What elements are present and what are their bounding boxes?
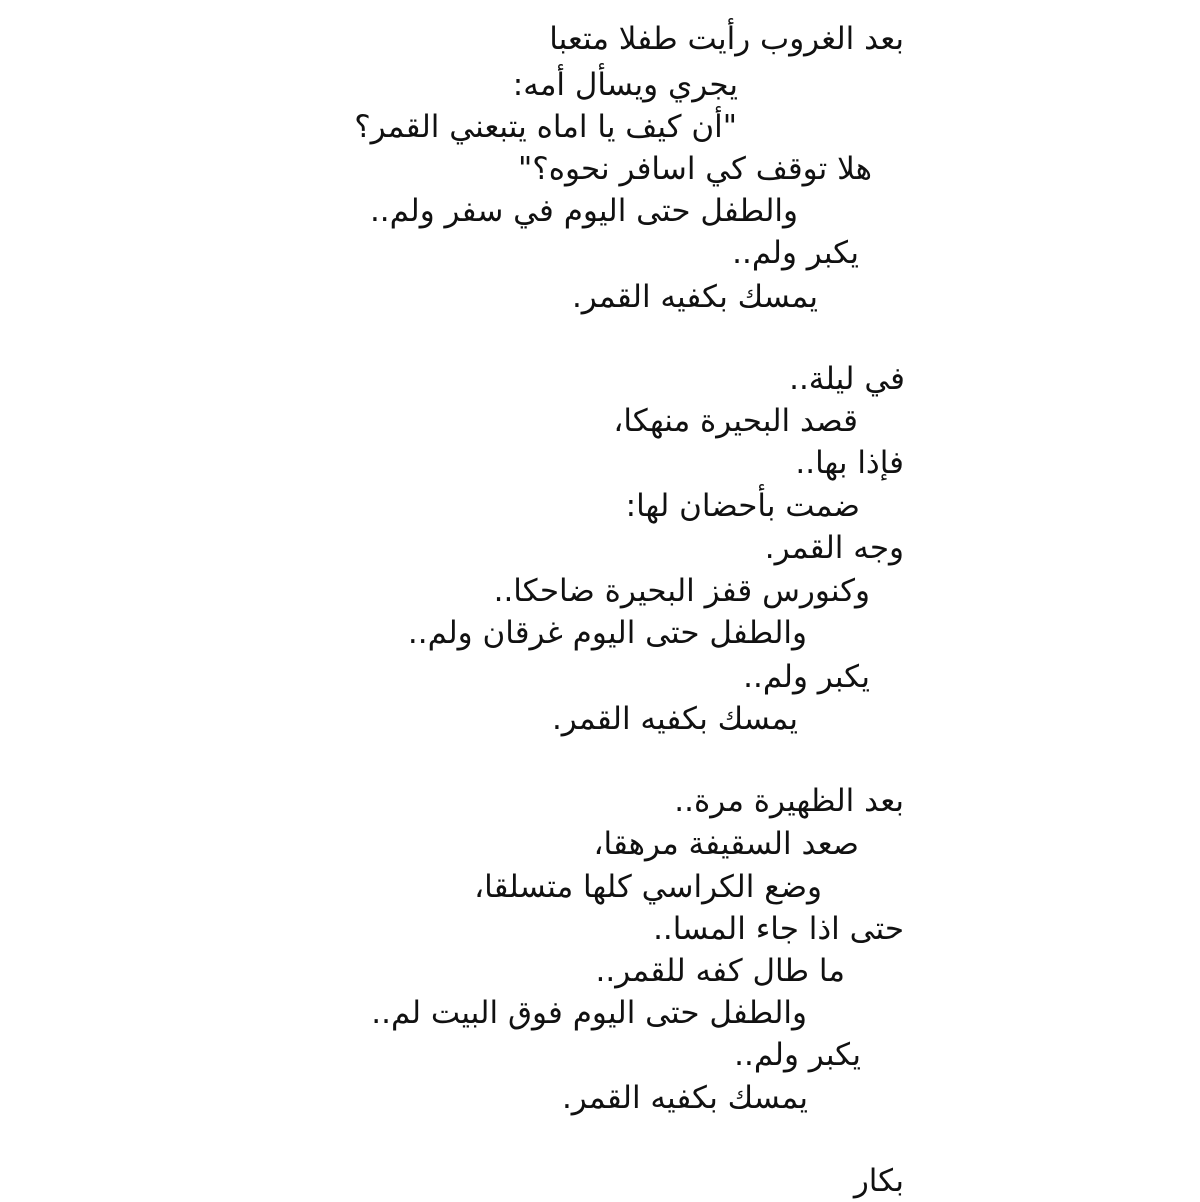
poem-line: والطفل حتى اليوم في سفر ولم.. [369, 193, 798, 229]
poem-line: قصد البحيرة منهكا، [613, 403, 858, 439]
poem-line: هلا توقف كي اسافر نحوه؟" [518, 151, 872, 187]
poem-line: ما طال كفه للقمر.. [595, 953, 845, 989]
poem-line: يكبر ولم.. [732, 235, 859, 271]
poem-line: وضع الكراسي كلها متسلقا، [474, 869, 822, 905]
poem-line: والطفل حتى اليوم فوق البيت لم.. [371, 995, 807, 1031]
poem-line: بعد الظهيرة مرة.. [674, 783, 904, 819]
poem-line: حتى اذا جاء المسا.. [653, 911, 904, 947]
poem-line: ضمت بأحضان لها: [625, 488, 860, 524]
poem-line: وكنورس قفز البحيرة ضاحكا.. [493, 573, 870, 609]
poem-line: "أن كيف يا اماه يتبعني القمر؟ [354, 109, 737, 145]
poem-line: يمسك بكفيه القمر. [561, 1080, 808, 1116]
poem-line: يكبر ولم.. [734, 1037, 861, 1073]
author-signature: بكار [853, 1163, 904, 1199]
poem-line: فإذا بها.. [795, 445, 904, 481]
poem-line: يكبر ولم.. [743, 659, 870, 695]
poem-line: والطفل حتى اليوم غرقان ولم.. [407, 615, 807, 651]
poem-line: بعد الغروب رأيت طفلا متعبا [549, 21, 904, 57]
poem-line: وجه القمر. [764, 530, 904, 566]
poem-line: في ليلة.. [789, 361, 905, 397]
poem-line: يجري ويسأل أمه: [512, 67, 738, 103]
poem-line: صعد السقيفة مرهقا، [593, 826, 859, 862]
poem-line: يمسك بكفيه القمر. [551, 701, 798, 737]
poem-line: يمسك بكفيه القمر. [571, 279, 818, 315]
